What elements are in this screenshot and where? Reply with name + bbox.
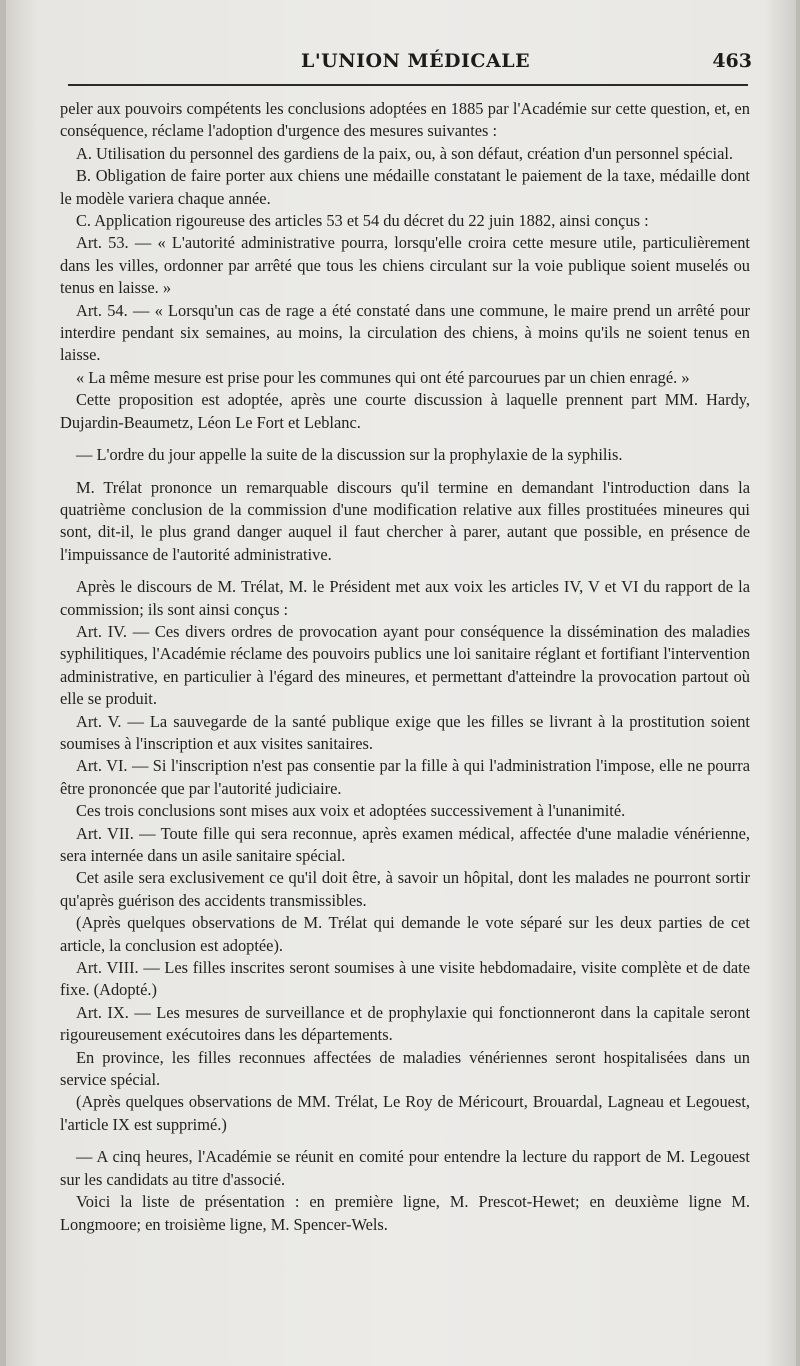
running-header xyxy=(6,46,796,78)
paragraph: Art. IX. — Les mesures de surveillance et de prophylaxie qui fonctionneront dans la capitale seront rigoureusement exécutoires dans les départements. xyxy=(60,1002,750,1045)
paragraph: M. Trélat prononce un remarquable discours qu'il termine en demandant l'introduction dans la quatrième conclusion de la commission d'une modification relative aux filles prostituées mineures qui sont, dit-il, le plus grand danger auquel il faut chercher à parer, autant que possible, en présence de l'impuissance de l'autorité administrative. xyxy=(60,477,750,564)
paragraph: Art. IV. — Ces divers ordres de provocation ayant pour conséquence la dissémination des maladies syphilitiques, l'Académie réclame des pouvoirs publics une loi sanitaire réglant et fortifiant l'intervention administrative, en particulier à l'égard des mineures, et permettant d'atteindre la provocation partout où elle se produit. xyxy=(60,621,750,709)
paragraph: Art. VI. — Si l'inscription n'est pas consentie par la fille à qui l'administration l'impose, elle ne pourra être prononcée que par l'autorité judiciaire. xyxy=(60,756,750,798)
page-number: 463 xyxy=(712,50,752,72)
paragraph: A. Utilisation du personnel des gardiens de la paix, ou, à son défaut, création d'un personnel spécial. xyxy=(76,143,734,163)
paragraph: En province, les filles reconnues affectées de maladies vénériennes seront hospitalisées dans un service spécial. xyxy=(60,1047,750,1090)
paragraph: — A cinq heures, l'Académie se réunit en comité pour entendre la lecture du rapport de M. Legouest sur les candidats au titre d'associé. xyxy=(60,1147,750,1189)
paragraph: Art. 53. — « L'autorité administrative pourra, lorsqu'elle croira cette mesure utile, particulièrement dans les villes, ordonner par arrêté que tous les chiens circulant sur la voie publique soient muselés ou tenus en laisse. » xyxy=(60,233,750,298)
paragraph: Art. VII. — Toute fille qui sera reconnue, après examen médical, affectée d'une maladie vénérienne, sera internée dans un asile sanitaire spécial. xyxy=(60,823,750,865)
paragraph: Art. 54. — « Lorsqu'un cas de rage a été constaté dans une commune, le maire prend un arrêté pour interdire pendant six semaines, au moins, la circulation des chiens, à moins qu'ils ne soient tenus en laisse. xyxy=(60,300,750,365)
paragraph: Ces trois conclusions sont mises aux voix et adoptées successivement à l'unanimité. xyxy=(76,801,626,821)
document-page xyxy=(6,0,796,1366)
paragraph: peler aux pouvoirs compétents les conclusions adoptées en 1885 par l'Académie sur cette question, et, en conséquence, réclame l'adoption d'urgence des mesures suivantes : xyxy=(60,99,750,141)
paragraph: (Après quelques observations de M. Trélat qui demande le vote séparé sur les deux parties de cet article, la conclusion est adoptée). xyxy=(60,913,750,955)
paragraph: Cet asile sera exclusivement ce qu'il doit être, à savoir un hôpital, dont les malades ne pourront sortir qu'après guérison des accidents transmissibles. xyxy=(60,868,750,910)
paragraph: Art. V. — La sauvegarde de la santé publique exige que les filles se livrant à la prostitution soient soumises à l'inscription et aux visites sanitaires. xyxy=(60,711,750,753)
paragraph: — L'ordre du jour appelle la suite de la discussion sur la prophylaxie de la syphilis. xyxy=(76,445,623,465)
journal-title: L'UNION MÉDICALE xyxy=(301,50,531,72)
paragraph: « La même mesure est prise pour les communes qui ont été parcourues par un chien enragé. » xyxy=(76,367,690,387)
paragraph: Art. VIII. — Les filles inscrites seront soumises à une visite hebdomadaire, visite complète et de date fixe. (Adopté.) xyxy=(60,958,750,1000)
header-rule xyxy=(68,84,748,86)
paragraph: (Après quelques observations de MM. Trélat, Le Roy de Méricourt, Brouardal, Lagneau et Legouest, l'article IX est supprimé.) xyxy=(60,1092,750,1134)
paragraph: Voici la liste de présentation : en première ligne, M. Prescot-Hewet; en deuxième ligne M. Longmoore; en troisième ligne, M. Spencer-Wels. xyxy=(60,1192,750,1234)
paragraph: Cette proposition est adoptée, après une courte discussion à laquelle prennent part MM. Hardy, Dujardin-Beaumetz, Léon Le Fort et Leblanc. xyxy=(60,390,750,432)
paragraph: Après le discours de M. Trélat, M. le Président met aux voix les articles IV, V et VI du rapport de la commission; ils sont ainsi conçus : xyxy=(60,577,750,619)
paragraph: C. Application rigoureuse des articles 53 et 54 du décret du 22 juin 1882, ainsi conçus : xyxy=(76,211,649,231)
article-body xyxy=(60,98,750,1236)
paragraph: B. Obligation de faire porter aux chiens une médaille constatant le paiement de la taxe, médaille dont le modèle variera chaque année. xyxy=(60,166,750,208)
